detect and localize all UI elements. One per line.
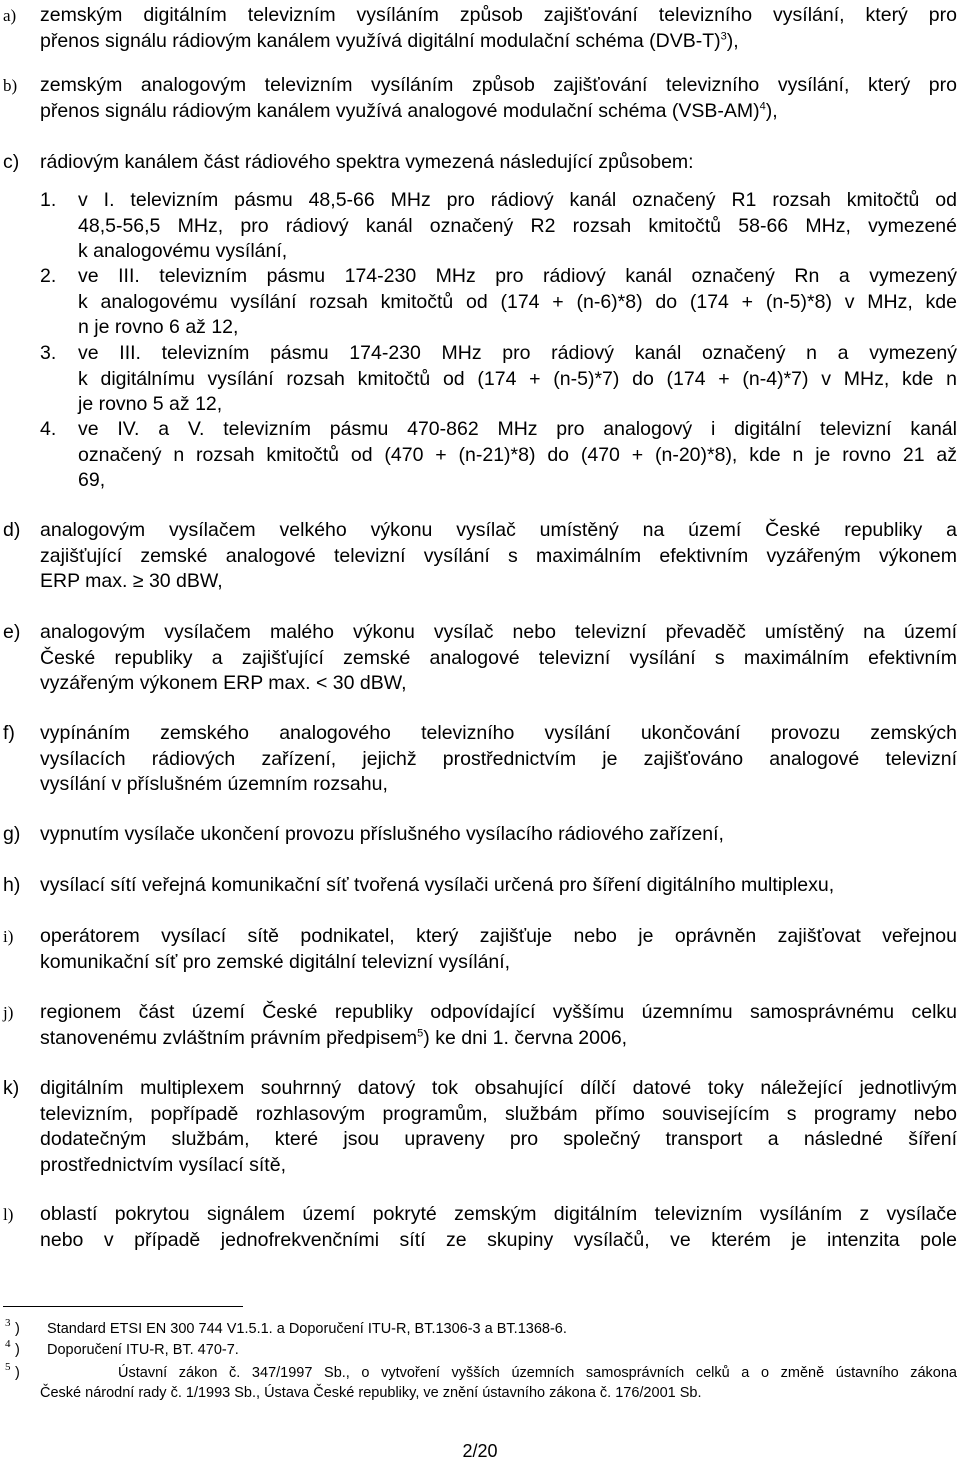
text-line (40, 1026, 957, 1052)
text-fragment: ) ke dni 1. června 2006, (423, 1026, 628, 1049)
item-text (40, 1000, 957, 1051)
item-marker: k) (3, 1077, 20, 1099)
item-text (40, 1076, 957, 1178)
item-text (40, 3, 957, 54)
footnote-paren: ) (15, 1321, 20, 1337)
subitem-number: 4. (40, 418, 57, 440)
text-line: k analogovému vysílání, (78, 240, 288, 262)
item-text (40, 1202, 957, 1253)
text-line: regionem část území České republiky odpovídající vyššímu územnímu samosprávnému celku (40, 1001, 957, 1023)
footnote-number: 3 (5, 1317, 11, 1329)
text-line: digitálním multiplexem souhrnný datový tok obsahující dílčí datové toky náležející jednotlivým (40, 1077, 957, 1099)
text-line: ve III. televizním pásmu 174-230 MHz pro rádiový kanál označený Rn a vymezený (78, 265, 957, 287)
text-line: vypnutím vysílače ukončení provozu příslušného vysílacího rádiového zařízení, (40, 823, 724, 845)
footnote-separator (3, 1306, 243, 1307)
item-text (40, 721, 957, 798)
item-text (40, 873, 957, 899)
text-fragment: ), (765, 99, 778, 122)
text-line: k analogovému vysílání rozsah kmitočtů od (174 + (n-6)*8) do (174 + (n-5)*8) v MHz, kde (78, 290, 957, 313)
text-fragment: přenos signálu rádiovým kanálem využívá digitální modulační schéma (DVB-T) (40, 29, 721, 52)
subitem-text (78, 341, 957, 418)
text-line: operátorem vysílací sítě podnikatel, který zajišťuje nebo je oprávněn zajišťovat veřejnou (40, 925, 957, 947)
footnote-ref: 5 (417, 1027, 424, 1039)
subitem-number: 3. (40, 342, 57, 364)
item-marker: j) (3, 1003, 14, 1022)
item-marker: e) (3, 621, 21, 643)
text-fragment: stanovenému zvláštním právním předpisem (40, 1026, 418, 1049)
text-line: ERP max. ≥ 30 dBW, (40, 570, 223, 592)
text-line: vyzářeným výkonem ERP max. < 30 dBW, (40, 672, 407, 694)
text-line: komunikační síť pro zemské digitální televizní vysílání, (40, 950, 511, 973)
text-line: označený n rozsah kmitočtů od (470 + (n-21)*8) do (470 + (n-20)*8), kde n je rovno 21 až (78, 443, 957, 466)
subitem-text (78, 188, 957, 265)
text-line: je rovno 5 až 12, (78, 393, 223, 415)
text-fragment: ), (726, 29, 739, 52)
text-line: 48,5-56,5 MHz, pro rádiový kanál označený R2 rozsah kmitočtů 58-66 MHz, vymezené (78, 214, 957, 237)
item-text (40, 620, 957, 697)
subitem-number: 2. (40, 265, 57, 287)
text-line: nebo v případě jednofrekvenčními sítí ze skupiny vysílačů, ve kterém je intenzita pole (40, 1228, 957, 1251)
item-marker: a) (3, 6, 17, 25)
text-line (40, 99, 957, 125)
footnote-text: České národní rady č. 1/1993 Sb., Ústava České republiky, ve znění ústavního zákona č. 176/2001 Sb. (40, 1385, 702, 1401)
text-line: rádiovým kanálem část rádiového spektra vymezená následující způsobem: (40, 151, 694, 173)
text-line: ve III. televizním pásmu 174-230 MHz pro rádiový kanál označený n a vymezený (78, 342, 957, 364)
subitem-text (78, 417, 957, 494)
text-line: zajišťující zemské analogové televizní vysílání s maximálním efektivním vyzářeným výkonem (40, 544, 957, 567)
item-text (40, 73, 957, 124)
text-line (40, 29, 957, 55)
text-line: televizním, popřípadě rozhlasovým programům, službám přímo souvisejícím s programy nebo (40, 1102, 957, 1125)
text-line: 69, (78, 469, 106, 491)
text-line: analogovým vysílačem malého výkonu vysílač nebo televizní převaděč umístěný na území (40, 621, 957, 643)
footnote-number: 4 (5, 1338, 11, 1350)
item-marker: g) (3, 823, 21, 845)
item-marker: d) (3, 519, 21, 541)
item-marker: i) (3, 927, 14, 946)
footnote-ref: 4 (759, 100, 766, 112)
footnote-paren: ) (15, 1342, 20, 1358)
text-line: oblastí pokrytou signálem území pokryté zemským digitálním televizním vysíláním z vysílače (40, 1203, 957, 1225)
item-marker: l) (3, 1205, 14, 1224)
text-line: vypínáním zemského analogového televizního vysílání ukončování provozu zemských (40, 722, 957, 744)
text-line: ve IV. a V. televizním pásmu 470-862 MHz pro analogový i digitální televizní kanál (78, 418, 957, 440)
text-line: n je rovno 6 až 12, (78, 316, 239, 338)
text-line: dodatečným službám, které jsou upraveny pro společný transport a následné šíření (40, 1128, 957, 1150)
item-marker: f) (3, 722, 15, 744)
text-line: k digitálnímu vysílání rozsah kmitočtů od (174 + (n-5)*7) do (174 + (n-4)*7) v MHz, kde n (78, 367, 957, 390)
subitem-number: 1. (40, 189, 57, 211)
item-marker: b) (3, 76, 18, 95)
item-text (40, 150, 957, 176)
text-line: vysílání v příslušném územním rozsahu, (40, 773, 388, 795)
footnote-text: Ústavní zákon č. 347/1997 Sb., o vytvoření vyšších územních samosprávních celků a o změně ústavního zákona (118, 1365, 957, 1381)
footnote-paren: ) (15, 1365, 20, 1381)
text-line: vysílací sítí veřejná komunikační síť tvořená vysílači určená pro šíření digitálního multiplexu, (40, 874, 835, 896)
footnote-number: 5 (5, 1361, 11, 1373)
text-line: České republiky a zajišťující zemské analogové televizní vysílání s maximálním efektivním (40, 646, 957, 669)
text-line: v I. televizním pásmu 48,5-66 MHz pro rádiový kanál označený R1 rozsah kmitočtů od (78, 189, 957, 211)
text-line: prostřednictvím vysílací sítě, (40, 1153, 286, 1176)
page-number: 2/20 (462, 1441, 498, 1461)
footnote-text: Doporučení ITU-R, BT. 470-7. (47, 1342, 239, 1358)
text-line: analogovým vysílačem velkého výkonu vysílač umístěný na území České republiky a (40, 519, 957, 541)
item-marker: c) (3, 151, 20, 173)
footnote-text: Standard ETSI EN 300 744 V1.5.1. a Doporučení ITU-R, BT.1306-3 a BT.1368-6. (47, 1321, 567, 1337)
item-text (40, 924, 957, 975)
subitem-text (78, 264, 957, 341)
text-line: vysílacích rádiových zařízení, jejichž prostřednictvím je zajišťováno analogové televizní (40, 747, 957, 770)
footnote-ref: 3 (720, 30, 727, 42)
text-fragment: přenos signálu rádiovým kanálem využívá analogové modulační schéma (VSB-AM) (40, 99, 760, 122)
text-line: zemským digitálním televizním vysíláním způsob zajišťování televizního vysílání, který pro (40, 4, 957, 26)
item-text (40, 518, 957, 595)
item-text (40, 822, 957, 848)
item-marker: h) (3, 874, 21, 896)
text-line: zemským analogovým televizním vysíláním způsob zajišťování televizního vysílání, který pro (40, 74, 957, 96)
